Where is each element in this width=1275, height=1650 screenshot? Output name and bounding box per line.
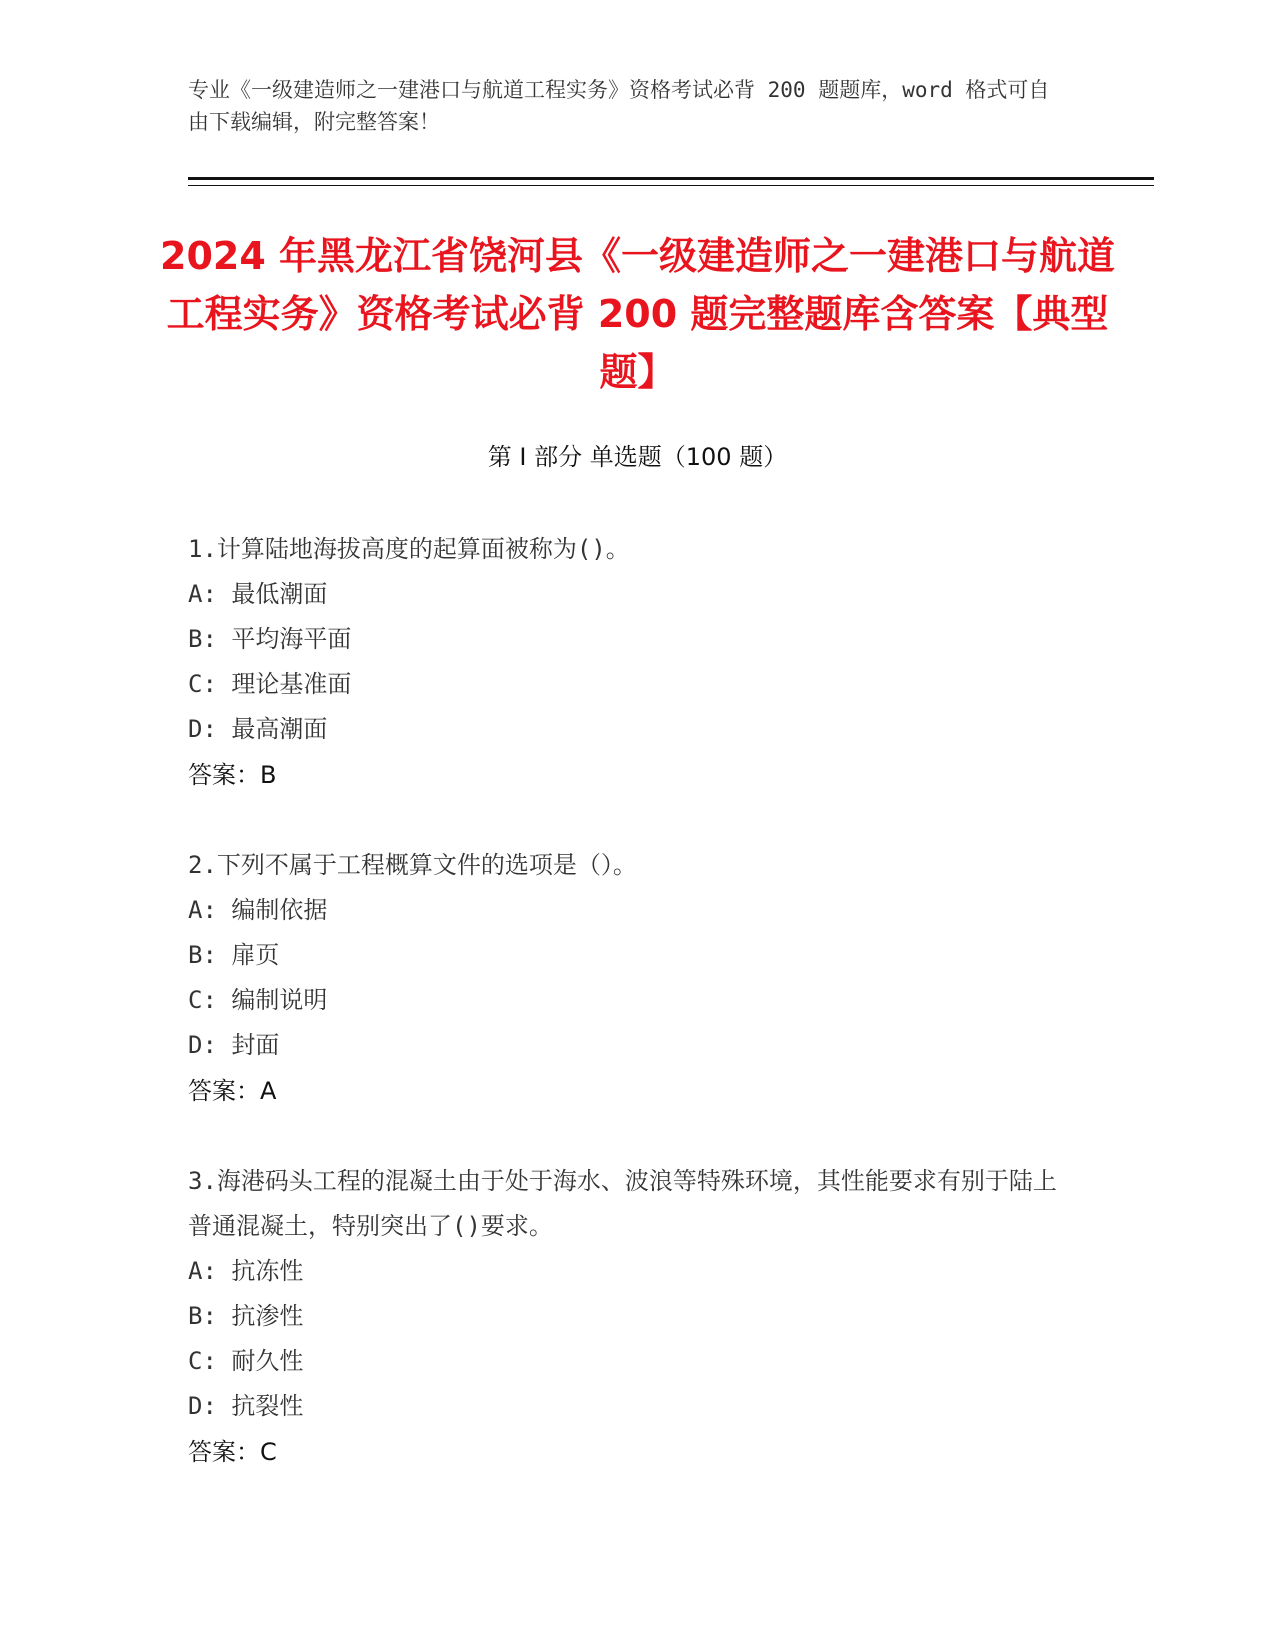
option-d: D: 最高潮面 — [188, 715, 328, 743]
document-title: 2024 年黑龙江省饶河县《一级建造师之一建港口与航道工程实务》资格考试必背 200 题完整题库含答案【典型题】 — [160, 234, 1115, 394]
option-b: B: 平均海平面 — [188, 625, 352, 653]
option-b: B: 抗渗性 — [188, 1302, 304, 1330]
option-d: D: 封面 — [188, 1031, 280, 1059]
header-divider-thin — [188, 185, 1154, 186]
question-list — [188, 527, 1068, 1520]
option-a: A: 最低潮面 — [188, 580, 328, 608]
question-3 — [188, 1159, 1068, 1475]
answer-line: 答案：A — [188, 1077, 277, 1105]
answer-line: 答案：B — [188, 761, 277, 789]
option-c: C: 编制说明 — [188, 986, 328, 1014]
option-a: A: 编制依据 — [188, 896, 328, 924]
option-d: D: 抗裂性 — [188, 1392, 304, 1420]
option-a: A: 抗冻性 — [188, 1257, 304, 1285]
question-stem: 1.计算陆地海拔高度的起算面被称为()。 — [188, 535, 630, 563]
question-stem: 2.下列不属于工程概算文件的选项是（）。 — [188, 851, 637, 879]
option-c: C: 耐久性 — [188, 1347, 304, 1375]
header-note: 专业《一级建造师之一建港口与航道工程实务》资格考试必背 200 题题库，word 格式可自由下载编辑，附完整答案！ — [188, 78, 1050, 134]
section-heading: 第 I 部分 单选题（100 题） — [487, 443, 788, 471]
answer-line: 答案：C — [188, 1438, 277, 1466]
question-2 — [188, 843, 1068, 1114]
option-c: C: 理论基准面 — [188, 670, 352, 698]
question-1 — [188, 527, 1068, 798]
option-b: B: 扉页 — [188, 941, 280, 969]
question-stem: 3.海港码头工程的混凝土由于处于海水、波浪等特殊环境，其性能要求有别于陆上普通混凝土，特别突出了()要求。 — [188, 1167, 1057, 1240]
header-divider-thick — [188, 177, 1154, 180]
